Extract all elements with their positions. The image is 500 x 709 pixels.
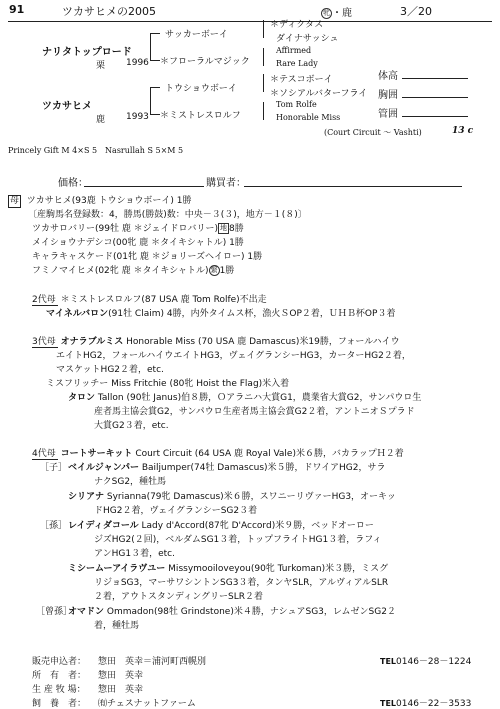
birth-date: 3／20 — [400, 5, 432, 18]
sds: Affirmed — [276, 46, 312, 55]
sex-and-color — [321, 4, 352, 19]
dsd: ＊ソシアルバターフライ — [270, 89, 368, 99]
g3-tallon-2: 産者馬主協会賞G2，サンパウロ生産者馬主協会賞G2２着，アントニオＳプラド — [94, 407, 415, 417]
coat-color: ・鹿 — [332, 8, 352, 19]
c3-line-3: アンHG1３着，etc. — [94, 549, 175, 559]
sss: ＊ディクタス — [270, 20, 324, 30]
g3-line-4: ミスフリッチー Miss Fritchie (80牝 Hoist the Flag)米入着 — [46, 379, 290, 389]
dam-name: ツカサヒメ — [42, 101, 92, 112]
c1-name: ベイルジャンパー — [68, 463, 139, 473]
g2-record: ＊ミストレスロルフ(87 USA 鹿 Tom Rolfe)不出走 — [60, 295, 267, 305]
dam-record: ツカサヒメ(93鹿 トウショウボーイ) 1勝 — [26, 196, 192, 206]
g3-name: オナラブルミス — [60, 337, 124, 347]
offspring-4-win: 1勝 — [219, 266, 235, 276]
g3-tallon-3: 大賞G2３着，etc. — [94, 421, 169, 431]
bracket-ss — [263, 20, 264, 38]
sdd: Rare Lady — [276, 59, 318, 68]
dam-line-1 — [8, 193, 192, 208]
measure-height-blank[interactable] — [402, 78, 468, 79]
footer-owner: 惣田 英幸 — [98, 671, 144, 681]
sire-year: 1996 — [126, 58, 149, 68]
pedigree-note: (Court Circuit ～ Vashti) — [324, 128, 422, 137]
lot-number: 91 — [9, 3, 25, 16]
g2-runner-record: (91牡 Claim) 4勝，内外タイムス杯，漁火ＳOP２着，ＵＨＢ杯OP３着 — [108, 309, 396, 319]
g4-name: コートサーキット — [60, 449, 133, 459]
child-label: ［子］ — [40, 463, 68, 473]
tallon-name: タロン — [68, 393, 96, 403]
bracket-dam — [150, 87, 151, 115]
c5-record: Ommadon(98牡 Grindstone)米４勝，ナシュアSG3，レムゼンSG2２ — [106, 607, 396, 617]
price-label: 価格： — [58, 178, 88, 189]
c2-name: シリアナ — [68, 492, 105, 502]
measure-cannon-label: 管囲 — [378, 109, 398, 120]
c5-name: オマドン — [68, 607, 105, 617]
g3-line-2: エイトHG2，フォールハイウエイトHG3，ヴェイグランシーHG3，カーターHG2２着， — [56, 351, 411, 361]
dam-dam: ＊ミストレスロルフ — [160, 111, 241, 121]
bracket-sire — [150, 33, 151, 61]
dam-sire: トウショウボーイ — [165, 84, 237, 94]
c4-line-2: リジョSG3，マーサワシントンSG3３着，タンヤSLR，アルヴィアルSLR — [94, 578, 389, 588]
sire-color: 栗 — [96, 61, 106, 71]
footer-keeper-tel — [380, 696, 471, 709]
g4-line-1 — [32, 446, 404, 460]
sire-dam: ＊フローラルマジック — [160, 57, 250, 67]
bracket-sire-top — [150, 33, 160, 34]
c3-record: Lady d'Accord(87牝 D'Accord)米９勝，ベッドオーロー — [141, 521, 374, 531]
keeper-tel-number: 0146－22－3533 — [396, 699, 472, 709]
c1-record: Bailjumper(74牡 Damascus)米５勝，ドワイアHG2，サラ — [141, 463, 386, 473]
measure-chest-label: 胸囲 — [378, 90, 398, 101]
measure-chest-blank[interactable] — [402, 97, 468, 98]
sire-name: ナリタトップロード — [42, 47, 132, 58]
g3-tag: 3代母 — [32, 334, 58, 348]
footer-breeder: 惣田 英幸 — [98, 685, 144, 695]
inbreeding: Princely Gift M 4×S 5 Nasrullah S 5×M 5 — [8, 146, 184, 155]
offspring-2: メイショウナデシコ(00牝 鹿 ＊タイキシャトル) 1勝 — [32, 238, 244, 248]
g3-record: Honorable Miss (70 USA 鹿 Damascus)米19勝，フォールハイウ — [126, 337, 400, 347]
c5-line-1 — [68, 604, 396, 617]
tel-icon: TEL — [380, 699, 397, 708]
c1-line-2: ナクSG2，種牡馬 — [94, 477, 167, 487]
measure-height-label: 体高 — [378, 71, 398, 82]
c3-line-2: ジズHG2(２回)，ベルダムSG1３着，トップフライトHG1３着，ラフィ — [94, 535, 382, 545]
broodmare-mark: 繁 — [210, 266, 218, 274]
g2-line-2 — [46, 306, 395, 319]
bracket-dam-top — [150, 87, 160, 88]
c4-record: Missymooiloveyou(90牝 Turkoman)米３勝，ミスグ — [168, 564, 389, 574]
price-blank[interactable] — [84, 186, 204, 187]
dss: ＊テスコボーイ — [270, 75, 333, 85]
horse-name: ツカサヒメの2005 — [62, 5, 156, 18]
c1-line-1 — [68, 460, 385, 473]
offspring-4 — [32, 263, 234, 276]
bracket-sire-bottom — [150, 60, 160, 61]
offspring-4-text: フミノマイヒメ(02牝 鹿 ＊タイキシャトル) — [32, 266, 209, 276]
buyer-label: 購買者： — [206, 178, 246, 189]
g4-tag: 4代母 — [32, 446, 58, 460]
family-number: 13 c — [452, 126, 474, 136]
c2-line-2: ドHG2２着，ヴェイグランシーSG2３着 — [94, 506, 258, 516]
footer-breeder-label: 生 産 牧 場： — [32, 685, 86, 695]
grand-label: ［孫］ — [40, 521, 68, 531]
offspring-1-text: ツカサロバリー(99牡 鹿 ＊ジェイドロバリー) — [32, 224, 219, 234]
sex-mark: 牝 — [323, 9, 330, 17]
footer-seller: 惣田 英幸＝浦河町西幌別 — [98, 657, 207, 667]
ddd: Honorable Miss — [276, 113, 341, 122]
c3-name: レイディダコール — [68, 521, 139, 531]
bracket-dd — [263, 102, 264, 120]
g3-tallon-1 — [68, 390, 421, 403]
tallon-record: Tallon (90牡 Janus)伯８勝，Ｏアラニハ大賞G1，農業省大賞G2，サンパウロ生 — [97, 393, 422, 403]
dam-year: 1993 — [126, 112, 149, 122]
measure-cannon-blank[interactable] — [402, 116, 468, 117]
c3-line-1 — [68, 518, 374, 531]
local-mark: 地 — [220, 224, 228, 232]
seller-tel-number: 0146－28－1224 — [396, 657, 472, 667]
c5-line-2: 着，種牡馬 — [94, 621, 140, 631]
footer-seller-label: 販売申込者： — [32, 657, 87, 667]
c4-line-3: ２着，アウトスタンディングリーSLR２着 — [94, 592, 263, 602]
c4-line-1 — [68, 561, 388, 574]
tel-icon: TEL — [380, 657, 397, 666]
ssd: ダイナサッシュ — [276, 34, 339, 44]
g2-runner-name: マイネルバロン — [46, 309, 109, 319]
dam-color: 鹿 — [96, 115, 106, 125]
sire-sire: サッカーボーイ — [165, 30, 228, 40]
header-rule — [8, 21, 492, 22]
dds: Tom Rolfe — [276, 100, 317, 109]
offspring-1 — [32, 221, 244, 234]
g4-record: Court Circuit (64 USA 鹿 Royal Vale)米６勝，バカラップＨ２着 — [135, 449, 404, 459]
bracket-sd — [263, 48, 264, 66]
dam-produce-summary: 〔産駒馬名登録数：4，勝馬(勝鼓)数：中央－３(３)，地方－１(８)〕 — [28, 210, 307, 220]
c2-record: Syrianna(79牝 Damascus)米６勝，スワニーリヴァーHG3，オーキッ — [106, 492, 396, 502]
bracket-dam-bottom — [150, 114, 160, 115]
footer-seller-tel — [380, 654, 471, 667]
g3-line-1 — [32, 334, 400, 348]
g3-line-3: マスケットHG2２着，etc. — [56, 365, 164, 375]
dam-tag: 母 — [10, 196, 20, 206]
g2-tag: 2代母 — [32, 292, 58, 306]
footer-keeper: ㈲チェスナットファーム — [98, 699, 196, 709]
ggrand-label: ［曾孫］ — [36, 607, 73, 617]
g2-line-1 — [32, 292, 267, 306]
footer-owner-label: 所 有 者： — [32, 671, 87, 681]
buyer-blank[interactable] — [244, 186, 462, 187]
footer-keeper-label: 飼 養 者： — [32, 699, 87, 709]
offspring-3: キャラキャスケード(01牝 鹿 ＊ジョリーズヘイロー) 1勝 — [32, 252, 263, 262]
offspring-1-win: 8勝 — [229, 224, 244, 234]
c2-line-1 — [68, 489, 396, 502]
c4-name: ミシームーアイラヴユー — [68, 564, 166, 574]
bracket-ds — [263, 74, 264, 92]
